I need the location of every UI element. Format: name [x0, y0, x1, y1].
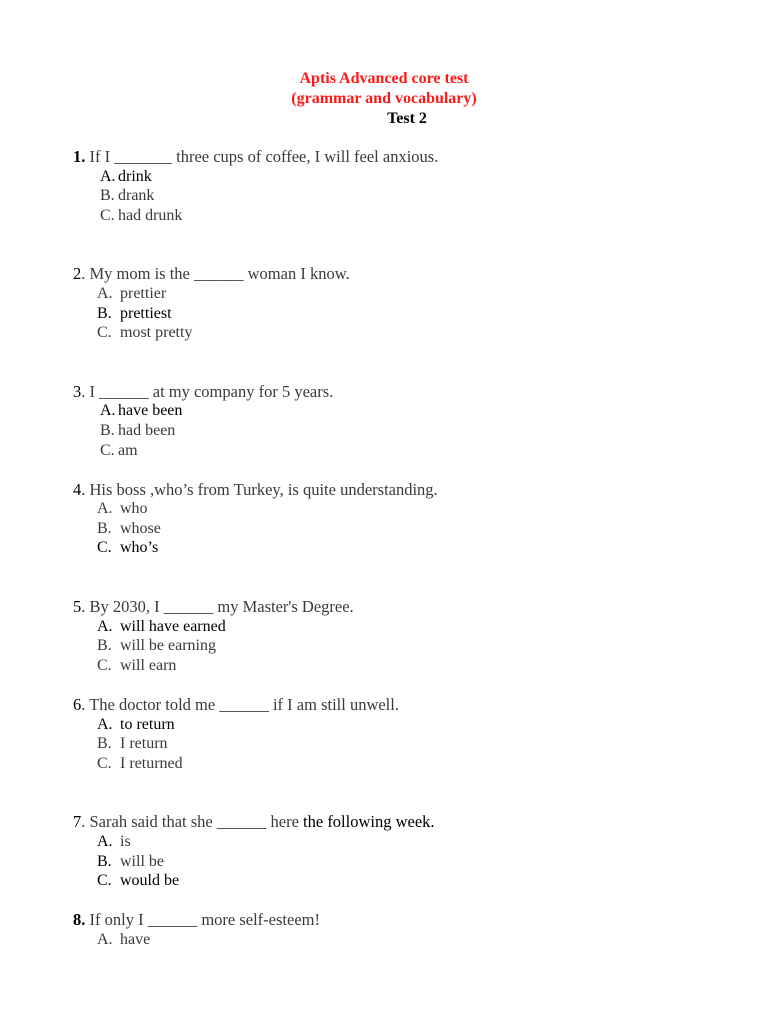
option-3c [100, 441, 138, 461]
question-2 [73, 264, 350, 284]
option-letter: A. [100, 402, 116, 419]
option-letter: B. [100, 422, 115, 439]
option-6a [97, 715, 175, 735]
option-text: would be [120, 872, 180, 889]
question-number: 3 [73, 382, 82, 401]
option-text: have been [118, 402, 183, 419]
option-letter: B. [97, 305, 112, 322]
option-letter: C. [97, 539, 112, 556]
title-line-3: Test 2 [387, 110, 427, 127]
option-1c [100, 206, 182, 226]
option-letter: A. [97, 285, 113, 302]
question-number: 5 [73, 597, 82, 616]
option-2c [97, 323, 192, 343]
question-number: 1. [73, 147, 86, 166]
option-6b [97, 734, 168, 754]
option-3a [100, 401, 182, 421]
option-text: who’s [120, 539, 159, 556]
question-text: If I _______ three cups of coffee, I will feel anxious. [89, 147, 439, 166]
option-letter: A. [97, 931, 113, 948]
option-8a [97, 930, 150, 950]
option-7a [97, 832, 131, 852]
option-letter: C. [97, 324, 112, 341]
question-text: . Sarah said that she ______ here [81, 812, 304, 831]
option-letter: B. [97, 520, 112, 537]
option-text: prettiest [120, 305, 172, 322]
question-number: 6 [73, 695, 82, 714]
question-number: 7 [73, 812, 82, 831]
option-text: I return [120, 735, 168, 752]
question-text: If only I ______ more self-esteem! [89, 910, 320, 929]
option-7b [97, 852, 164, 872]
option-letter: C. [100, 442, 115, 459]
title-line-1: Aptis Advanced core test [299, 70, 469, 87]
option-letter: A. [97, 500, 113, 517]
option-letter: A. [100, 168, 116, 185]
title-line-2: (grammar and vocabulary) [291, 90, 477, 107]
question-text: . His boss ,who’s from Turkey, is quite understanding. [81, 480, 438, 499]
option-letter: B. [100, 187, 115, 204]
option-5a [97, 617, 226, 637]
question-text-tail: the following week. [303, 812, 435, 831]
question-text: . My mom is the ______ woman I know. [81, 264, 350, 283]
option-text: will earn [120, 657, 177, 674]
option-2a [97, 284, 166, 304]
option-text: will be earning [120, 637, 216, 654]
option-letter: C. [97, 755, 112, 772]
option-text: prettier [120, 285, 167, 302]
option-text: I returned [120, 755, 183, 772]
option-letter: B. [97, 735, 112, 752]
option-1a [100, 167, 152, 187]
option-text: who [120, 500, 148, 517]
option-4a [97, 499, 148, 519]
option-text: am [118, 442, 138, 459]
question-number: 4 [73, 480, 82, 499]
option-text: had drunk [118, 207, 183, 224]
question-5 [73, 597, 354, 617]
option-text: will have earned [120, 618, 226, 635]
option-7c [97, 871, 179, 891]
question-text: . By 2030, I ______ my Master's Degree. [81, 597, 354, 616]
option-4b [97, 519, 161, 539]
option-3b [100, 421, 175, 441]
option-letter: A. [97, 833, 113, 850]
option-text: have [120, 931, 151, 948]
question-text: . I ______ at my company for 5 years. [81, 382, 334, 401]
option-letter: C. [100, 207, 115, 224]
option-text: whose [120, 520, 161, 537]
option-letter: C. [97, 657, 112, 674]
question-8 [73, 910, 320, 930]
question-number: 8. [73, 910, 86, 929]
option-letter: C. [97, 872, 112, 889]
option-text: is [120, 833, 131, 850]
question-6 [73, 695, 399, 715]
option-text: to return [120, 716, 175, 733]
option-text: drank [118, 187, 155, 204]
question-text: . The doctor told me ______ if I am still unwell. [81, 695, 399, 714]
option-letter: A. [97, 618, 113, 635]
question-number: 2 [73, 264, 82, 283]
option-4c [97, 538, 158, 558]
option-letter: A. [97, 716, 113, 733]
question-4 [73, 480, 438, 500]
option-text: drink [118, 168, 152, 185]
option-5c [97, 656, 176, 676]
question-3 [73, 382, 333, 402]
option-letter: B. [97, 853, 112, 870]
option-1b [100, 186, 154, 206]
option-text: will be [120, 853, 164, 870]
option-2b [97, 304, 172, 324]
option-text: most pretty [120, 324, 193, 341]
option-6c [97, 754, 183, 774]
option-5b [97, 636, 216, 656]
option-letter: B. [97, 637, 112, 654]
option-text: had been [118, 422, 176, 439]
question-1 [73, 147, 438, 167]
question-7 [73, 812, 435, 832]
